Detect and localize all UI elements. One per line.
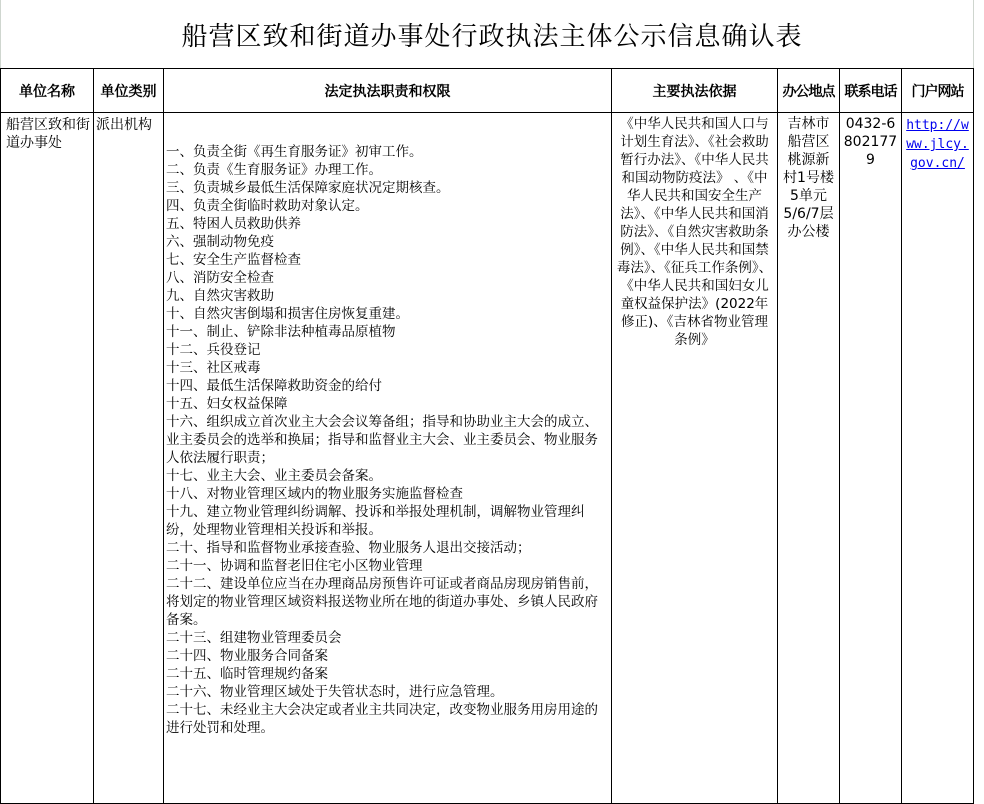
table-row [1, 113, 974, 804]
duty-item: 十、自然灾害倒塌和损害住房恢复重建。 [166, 306, 409, 322]
page-title: 船营区致和街道办事处行政执法主体公示信息确认表 [181, 21, 803, 52]
cell-website[interactable] [902, 113, 974, 804]
duty-item: 十一、制止、铲除非法种植毒品原植物 [166, 324, 396, 340]
duty-item: 五、特困人员救助供养 [166, 216, 301, 232]
duty-item: 十八、对物业管理区域内的物业服务实施监督检查 [166, 486, 463, 502]
duty-item: 二十六、物业管理区域处于失管状态时，进行应急管理。 [166, 684, 504, 700]
header-row [1, 69, 974, 113]
duty-item: 二十五、临时管理规约备案 [166, 666, 328, 682]
duty-item: 八、消防安全检查 [166, 270, 274, 286]
duty-item: 二十七、未经业主大会决定或者业主共同决定，改变物业服务用房用途的进行处罚和处理。 [166, 702, 598, 736]
duty-item: 十三、社区戒毒 [166, 360, 261, 376]
duty-item: 七、安全生产监督检查 [166, 252, 301, 268]
duty-item: 二十二、建设单位应当在办理商品房预售许可证或者商品房现房销售前，将划定的物业管理区域资料报送物业所在地的街道办事处、乡镇人民政府备案。 [166, 576, 598, 628]
cell-legal-basis[interactable]: 《中华人民共和国人口与计划生育法》、《社会救助暂行办法》、《中华人民共和国动物防疫法》 、《中华人民共和国安全生产法》、《中华人民共和国消防法》、《自然灾害救助条例》、《中华人民共和国禁毒法》、《征兵工作条例》、《中华人民共和国妇女儿童权益保护法》(2022年修正)、《吉林省物业管理条例》 [612, 113, 778, 804]
duty-item: 三、负责城乡最低生活保障家庭状况定期核查。 [166, 180, 450, 196]
header-website[interactable]: 门户网站 [902, 69, 974, 113]
header-legal-basis[interactable]: 主要执法依据 [612, 69, 778, 113]
duty-item: 十二、兵役登记 [166, 342, 261, 358]
duty-item: 二、负责《生育服务证》办理工作。 [166, 162, 382, 178]
duty-item: 二十三、组建物业管理委员会 [166, 630, 342, 646]
cell-unit-type[interactable]: 派出机构 [94, 113, 164, 804]
cell-phone[interactable]: 0432-68021779 [840, 113, 902, 804]
duty-item: 一、负责全街《再生育服务证》初审工作。 [166, 144, 423, 160]
duty-item: 十五、妇女权益保障 [166, 396, 288, 412]
info-table [0, 68, 974, 804]
header-unit-type[interactable]: 单位类别 [94, 69, 164, 113]
cell-office[interactable]: 吉林市船营区桃源新村1号楼5单元5/6/7层办公楼 [778, 113, 840, 804]
header-office[interactable]: 办公地点 [778, 69, 840, 113]
header-phone[interactable]: 联系电话 [840, 69, 902, 113]
duty-item: 六、强制动物免疫 [166, 234, 274, 250]
duty-item: 四、负责全街临时救助对象认定。 [166, 198, 369, 214]
duty-item: 二十一、协调和监督老旧住宅小区物业管理 [166, 558, 423, 574]
duty-item: 十七、业主大会、业主委员会备案。 [166, 468, 382, 484]
duty-item: 二十、指导和监督物业承接查验、物业服务人退出交接活动； [166, 540, 531, 556]
duty-item: 十九、建立物业管理纠纷调解、投诉和举报处理机制，调解物业管理纠纷，处理物业管理相关投诉和举报。 [166, 504, 585, 538]
header-duties[interactable]: 法定执法职责和权限 [164, 69, 612, 113]
cell-unit-name[interactable]: 船营区致和街道办事处 [1, 113, 94, 804]
duty-item: 十六、组织成立首次业主大会会议筹备组；指导和协助业主大会的成立、业主委员会的选举和换届；指导和监督业主大会、业主委员会、物业服务人依法履行职责； [166, 414, 598, 466]
duty-item: 十四、最低生活保障救助资金的给付 [166, 378, 382, 394]
duty-item: 九、自然灾害救助 [166, 288, 274, 304]
website-link[interactable]: http://www.jlcy.gov.cn/ [906, 118, 969, 171]
header-unit-name[interactable]: 单位名称 [1, 69, 94, 113]
cell-duties[interactable] [164, 113, 612, 804]
duty-item: 二十四、物业服务合同备案 [166, 648, 328, 664]
